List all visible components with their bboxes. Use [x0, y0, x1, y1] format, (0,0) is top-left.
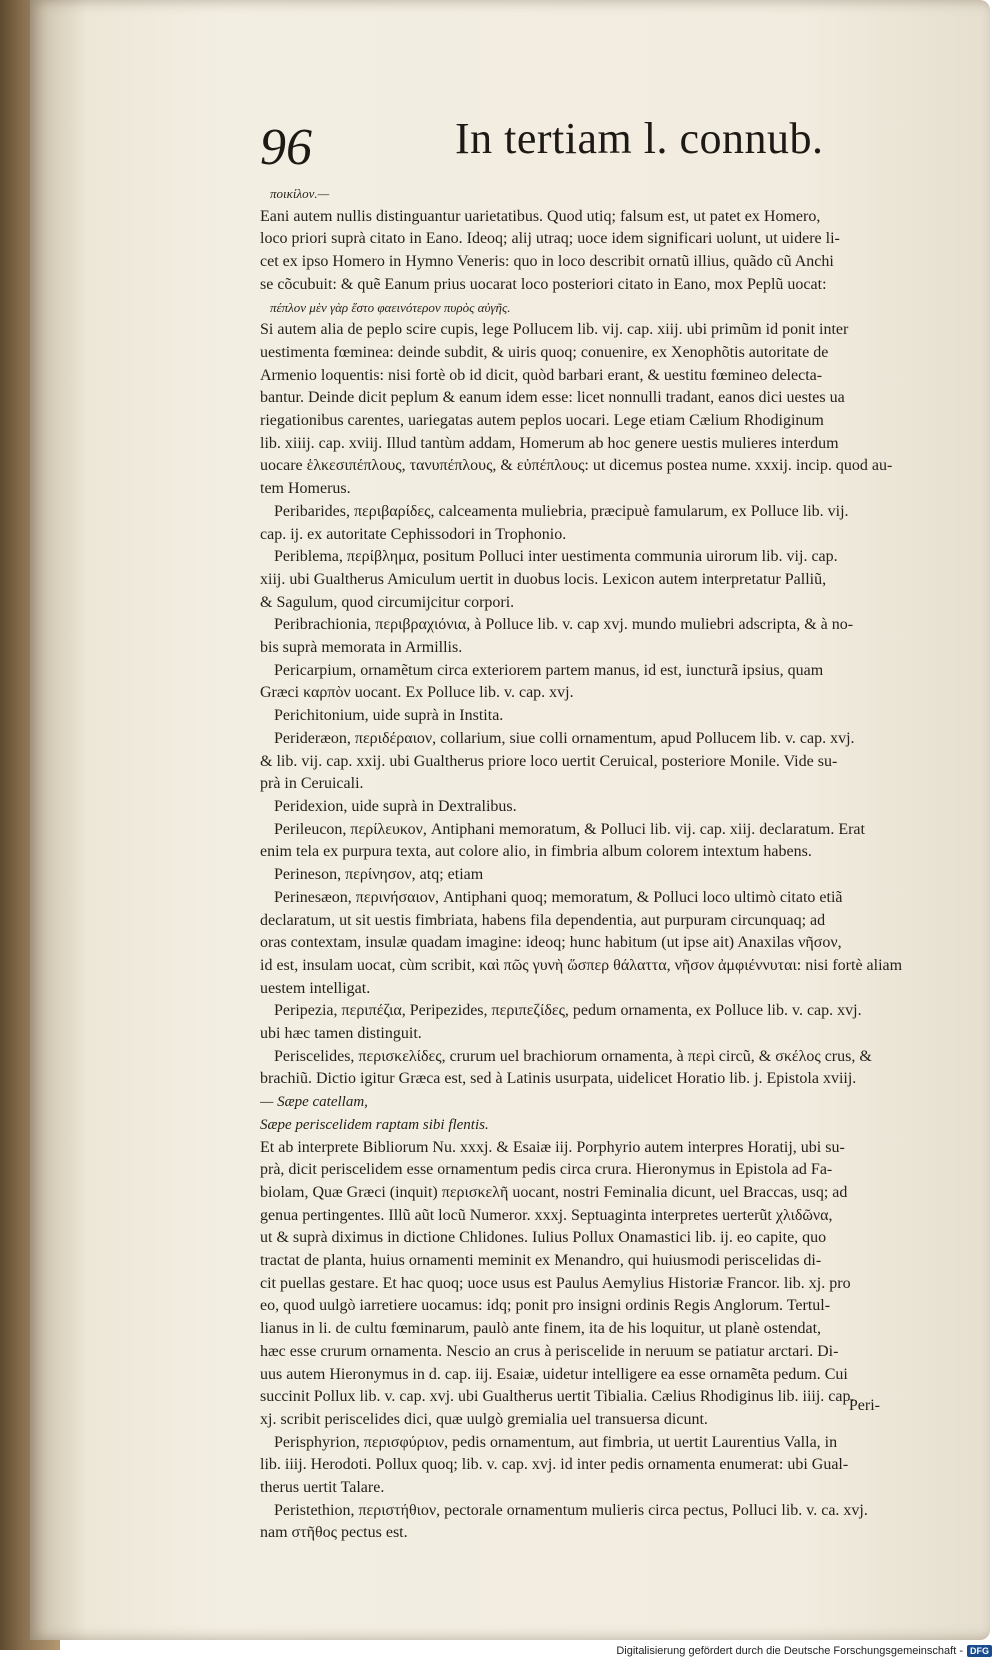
text-line: lianus in li. de cultu fœminarum, paulò ante finem, ita de his loquitur, ut planè ostendat, [260, 1320, 822, 1338]
text-line: Peridexion, uide suprà in Dextralibus. [274, 797, 517, 815]
text-line: Pericarpium, ornamẽtum circa exteriorem partem manus, id est, iuncturã ipsius, quam [274, 661, 824, 679]
text-line: xiij. ubi Gualtherus Amiculum uertit in duobus locis. Lexicon autem interpretatur Palliũ, [260, 570, 827, 588]
text-line: πέπλον μὲν γὰρ ἕστο φαεινότερον πυρὸς αὐγῆς. [270, 299, 511, 315]
text-line: uestimenta fœminea: deinde subdit, & uiris quoq; conuenire, ex Xenophõtis autoritate de [260, 343, 829, 361]
text-line: Peribarides, περιβαρίδες, calceamenta muliebria, præcipuè famularum, ex Polluce lib. vij. [274, 502, 849, 520]
text-line: Si autem alia de peplo scire cupis, lege Pollucem lib. vij. cap. xiij. ubi primũm id ponit inter [260, 321, 849, 339]
text-line: uestem intelligat. [260, 979, 371, 997]
text-line: declaratum, ut sit uestis fimbriata, habens fila dependentia, aut purpuram circunquaq; ad [260, 911, 826, 929]
text-line: succinit Pollux lib. v. cap. xvj. ubi Gualtherus uertit Tibialia. Cælius Rhodiginus lib. iiij. cap. [260, 1388, 855, 1406]
text-line: prà, dicit periscelidem esse ornamentum pedis circa crura. Hieronymus in Epistola ad Fa- [260, 1161, 833, 1179]
text-line: bis suprà memorata in Armillis. [260, 639, 463, 657]
text-line: cit puellas gestare. Et hac quoq; uoce usus est Paulus Aemylius Historiæ Francor. lib. xj. pro [260, 1274, 851, 1292]
text-line: Perileucon, περίλευκον, Antiphani memoratum, & Polluci lib. vij. cap. xiij. declaratum. Erat [274, 820, 865, 838]
text-line: Eani autem nullis distinguantur uarietatibus. Quod utiq; falsum est, ut patet ex Homero, [260, 207, 821, 225]
text-line: tractat de planta, huius ornamenti meminit ex Menandro, qui huiusmodi periscelidas di- [260, 1252, 822, 1270]
text-line: Peristethion, περιστήθιον, pectorale ornamentum mulieris circa pectus, Polluci lib. v. ca. xvj. [274, 1501, 868, 1519]
text-line: Perideræon, περιδέραιον, collarium, siue colli ornamentum, apud Pollucem lib. v. cap. xvj. [274, 729, 855, 747]
text-line: Græci καρπὸν uocant. Ex Polluce lib. v. cap. xvj. [260, 684, 574, 702]
digitization-footer [616, 1642, 992, 1660]
text-line: Periblema, περίβλημα, positum Polluci inter uestimenta communia uirorum lib. vij. cap. [274, 548, 838, 566]
text-line: loco priori suprà citato in Eano. Ideoq; alij utraq; uoce idem significari uolunt, ut uidere li- [260, 230, 840, 248]
text-line: se cõcubuit: & quẽ Eanum prius uocarat loco posteriori citato in Eano, mox Peplũ uocat: [260, 275, 827, 293]
text-line: Peribrachionia, περιβραχιόνια, à Polluce lib. v. cap xvj. mundo muliebri adscripta, & à no- [274, 616, 854, 634]
text-line: Perichitonium, uide suprà in Instita. [274, 707, 504, 725]
body-text [260, 183, 945, 1545]
text-line: ut & suprà diximus in dictione Chlidones. Iulius Pollux Onamastici lib. ij. eo capite, quo [260, 1229, 827, 1247]
text-line: oras contextam, insulæ quadam imagine: ideoq; hunc habitum (ut ipse ait) Anaxilas νῆσον, [260, 934, 842, 952]
text-line: ubi hæc tamen distinguit. [260, 1025, 422, 1043]
book-page [30, 0, 990, 1640]
text-line: biolam, Quæ Græci (inquit) περισκελῆ uocant, nostri Feminalia dicunt, uel Braccas, usq; ad [260, 1183, 848, 1201]
text-line: cet ex ipso Homero in Hymno Veneris: quo in loco describit ornatũ illius, quãdo cũ Anchi [260, 253, 834, 271]
text-line: bantur. Deinde dicit peplum & eanum idem esse: licet nonnulli tradant, eanos dici uestes ua [260, 389, 845, 407]
text-line: hæc esse crurum ornamenta. Nescio an crus à periscelide in neruum se patiatur arctari. Di- [260, 1342, 839, 1360]
page-header [230, 113, 990, 176]
text-line: uocare ἑλκεσιπέπλους, τανυπέπλους, & εὐπέπλους: ut dicemus postea nume. xxxij. incip. quod au- [260, 457, 893, 475]
text-line: genua pertingentes. Illũ aũt locũ Numeror. xxxj. Septuaginta interpretes uerterũt χλιδῶνα, [260, 1206, 833, 1224]
text-line: cap. ij. ex autoritate Cephissodori in Trophonio. [260, 525, 567, 543]
text-line: enim tela ex purpura texta, aut colore alio, in fimbria album colorem intextum habens. [260, 843, 812, 861]
text-line: Et ab interprete Bibliorum Nu. xxxj. & Esaiæ iij. Porphyrio autem interpres Horatij, ubi su- [260, 1138, 845, 1156]
text-line: Perisphyrion, περισφύριον, pedis ornamentum, aut fimbria, ut uertit Laurentius Valla, in [274, 1433, 838, 1451]
text-line: xj. scribit periscelides dici, quæ uulgò gremialia uel transuersa dicunt. [260, 1410, 708, 1428]
text-line: Perinesæon, περινήσαιον, Antiphani quoq; memoratum, & Polluci loco ultimò citato etiã [274, 888, 843, 906]
text-line: Periscelides, περισκελίδες, crurum uel brachiorum ornamenta, à περὶ circũ, & σκέλος crus, & [274, 1047, 872, 1065]
text-line: — Sæpe catellam, [260, 1094, 368, 1111]
text-line: & lib. vij. cap. xxij. ubi Gualtherus priore loco uertit Ceruical, posteriore Monile. Vide su- [260, 752, 838, 770]
text-line: Armenio loquentis: nisi fortè ob id dicit, quòd barbari erant, & uestitu fœmineo delecta- [260, 366, 823, 384]
page-number: 96 [260, 119, 312, 176]
text-line: brachiũ. Dictio igitur Græca est, sed à Latinis usurpata, uidelicet Horatio lib. j. Epistola xviij. [260, 1070, 857, 1088]
text-line: lib. iiij. Herodoti. Pollux quoq; lib. v. cap. xvj. id inter pedis ornamenta enumerat: ubi Gual- [260, 1456, 849, 1474]
footer-text: Digitalisierung gefördert durch die Deutsche Forschungsgemeinschaft - [616, 1645, 963, 1657]
text-line: prà in Ceruicali. [260, 775, 364, 793]
text-line: Perineson, περίνησον, atq; etiam [274, 866, 484, 884]
text-line: Peripezia, περιπέζια, Peripezides, περιπεζίδες, pedum ornamenta, ex Polluce lib. v. cap. xvj. [274, 1002, 862, 1020]
catchword: Peri- [848, 1397, 880, 1414]
text-line: uus autem Hieronymus in d. cap. iij. Esaiæ, uidetur intelligere ea esse ornamẽta pedum. Cui [260, 1365, 848, 1383]
text-line: tem Homerus. [260, 480, 351, 498]
text-line: ποικίλον.— [270, 186, 330, 201]
running-head: In tertiam l. connub. [455, 114, 824, 163]
text-line: Sæpe periscelidem raptam sibi flentis. [260, 1116, 489, 1133]
text-line: id est, insulam uocat, cùm scribit, καὶ πῶς γυνὴ ὥσπερ θάλαττα, νῆσον ἀμφιέννυται: nisi fortè aliam [260, 956, 903, 974]
text-line: lib. xiiij. cap. xviij. Illud tantùm addam, Homerum ab hoc genere uestis mulieres interdum [260, 434, 839, 452]
text-line: & Sagulum, quod circumijcitur corpori. [260, 593, 515, 611]
text-line: eo, quod uulgò iarretiere uocamus: idq; ponit pro insigni ordinis Regis Anglorum. Tertul- [260, 1297, 831, 1315]
text-line: therus uertit Talare. [260, 1479, 385, 1497]
text-line: nam στῆθος pectus est. [260, 1524, 408, 1542]
dfg-logo-icon: DFG [967, 1645, 992, 1657]
text-line: riegationibus carentes, uariegatas autem peplos uocari. Lege etiam Cælium Rhodiginum [260, 412, 824, 430]
